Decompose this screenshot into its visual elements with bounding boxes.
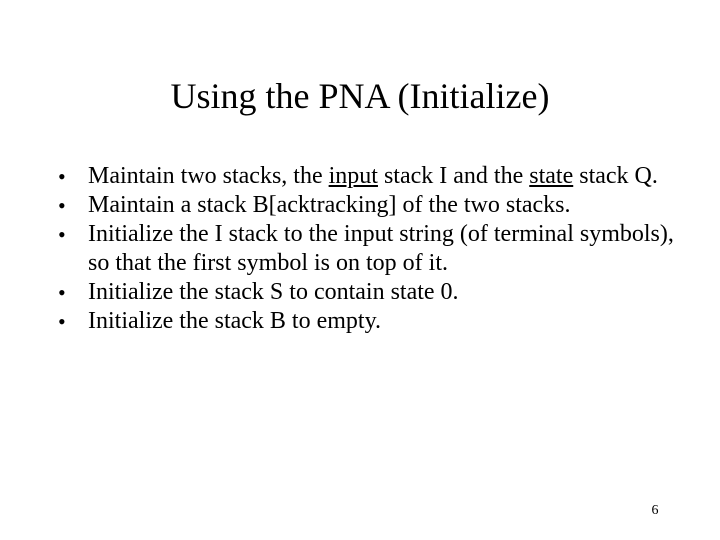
bullet-list — [54, 162, 674, 336]
bullet-text: Initialize the stack S to contain state 0. — [88, 279, 459, 305]
slide-title: Using the PNA (Initialize) — [170, 76, 550, 116]
bullet-text-segment: Maintain two stacks, the — [88, 163, 329, 189]
bullet-icon: • — [58, 193, 66, 218]
bullet-text: Initialize the stack B to empty. — [88, 308, 382, 334]
bullet-text: Maintain a stack B[acktracking] of the two stacks. — [88, 192, 571, 218]
bullet-item — [54, 191, 674, 220]
bullet-icon: • — [58, 164, 66, 189]
bullet-item — [54, 220, 674, 278]
bullet-text: Initialize the I stack to the input string (of terminal symbols), so that the first symbol is on top of it. — [88, 221, 674, 276]
bullet-item — [54, 162, 674, 191]
bullet-icon: • — [58, 280, 66, 305]
bullet-text-segment: stack Q. — [573, 163, 658, 189]
bullet-icon: • — [58, 309, 66, 334]
bullet-icon: • — [58, 222, 66, 247]
bullet-text-segment: stack I and the — [377, 163, 530, 189]
bullet-text-underlined: state — [529, 163, 574, 189]
bullet-item — [54, 307, 674, 336]
page-number: 6 — [651, 503, 659, 518]
bullet-text-underlined: input — [328, 163, 378, 189]
bullet-item — [54, 278, 674, 307]
